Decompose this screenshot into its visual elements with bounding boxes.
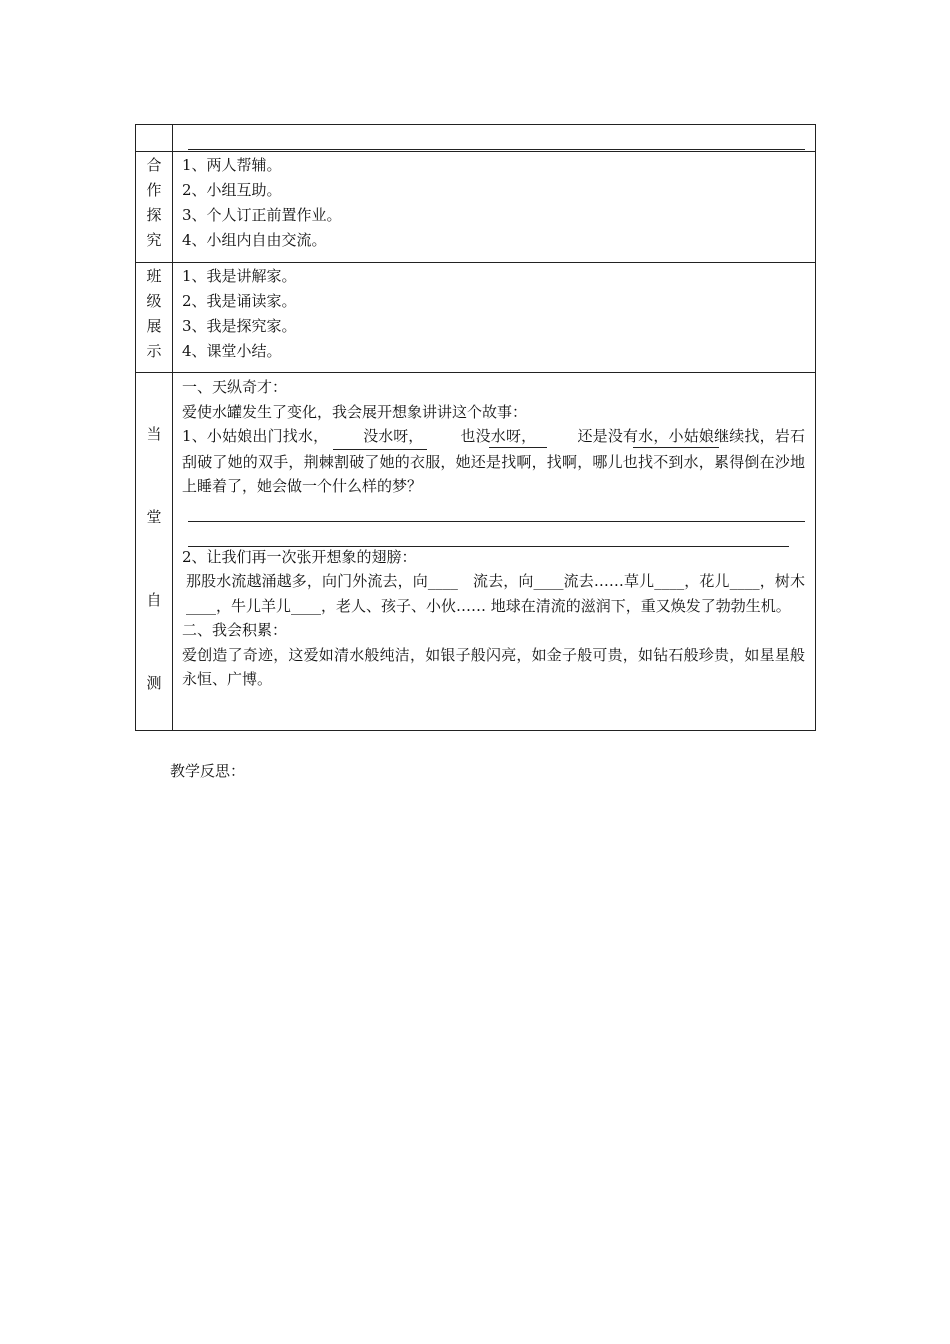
list-item: 2、小组互助。 xyxy=(182,181,282,199)
list-item: 3、我是探究家。 xyxy=(182,317,297,335)
story-blank-text: 没水呀， xyxy=(363,427,424,445)
answer-line-top xyxy=(188,149,805,150)
list-item: 3、个人订正前置作业。 xyxy=(182,206,342,224)
label-char: 自 xyxy=(146,591,162,609)
spacer xyxy=(182,499,805,521)
answer-line-2 xyxy=(188,546,789,547)
story-blank-3 xyxy=(577,427,668,445)
row-label-hezuo xyxy=(136,153,172,253)
story-blank-1 xyxy=(333,424,427,450)
row-label-banji xyxy=(136,264,172,364)
intro-text: 爱使水罐发生了变化，我会展开想象讲讲这个故事： xyxy=(182,402,528,421)
label-char: 展 xyxy=(146,317,162,335)
list-item: 1、我是讲解家。 xyxy=(182,267,297,285)
answer-line-1 xyxy=(188,521,805,522)
question-2-title: 2、让我们再一次张开想象的翅膀： xyxy=(182,547,417,566)
list-item: 2、我是诵读家。 xyxy=(182,292,297,310)
column-divider xyxy=(172,125,173,730)
story-underline-3 xyxy=(633,447,719,448)
story-paragraph xyxy=(182,424,805,499)
label-char: 作 xyxy=(146,181,162,199)
list-item: 4、课堂小结。 xyxy=(182,342,282,360)
spacer xyxy=(182,521,805,545)
teaching-reflection: 教学反思： xyxy=(170,762,246,780)
story-blank-2 xyxy=(460,427,536,445)
accumulate-text: 爱创造了奇迹，这爱如清水般纯洁，如银子般闪亮，如金子般可贵，如钻石般珍贵，如星星般永恒、广博。 xyxy=(182,645,805,688)
label-char: 示 xyxy=(146,342,162,360)
label-char: 当 xyxy=(146,425,162,443)
row-label-dangtang xyxy=(136,393,172,725)
story-underline-2 xyxy=(489,447,547,448)
story-start: 1、小姑娘出门找水， xyxy=(182,427,329,445)
section-heading: 二、我会积累： xyxy=(182,621,288,639)
story-rest: 小姑娘继续找，岩石刮破了她的双手，荆棘割破了她的衣服，她还是找啊，找啊，哪儿也找不到水，累得倒在沙地上睡着了，她会做一个什么样的梦？ xyxy=(182,427,805,495)
story-blank-text: 还是没有水， xyxy=(577,427,669,445)
question-2-text: 那股水流越涌越多，向门外流去，向____ 流去，向____流去……草儿____，花儿____，树木____，牛儿羊儿____，老人、孩子、小伙…… 地球在清流的滋润下，重又焕发了勃勃生机。 xyxy=(186,572,805,615)
label-char: 级 xyxy=(146,292,162,310)
label-char: 测 xyxy=(146,674,162,692)
hezuo-content xyxy=(182,153,805,253)
lesson-table xyxy=(135,124,816,731)
section-heading: 一、天纵奇才： xyxy=(182,378,288,396)
list-item: 1、两人帮辅。 xyxy=(182,156,282,174)
label-char: 合 xyxy=(146,156,162,174)
row-divider-3 xyxy=(136,372,815,373)
label-char: 究 xyxy=(146,231,162,249)
dangtang-content xyxy=(182,375,805,692)
banji-content xyxy=(182,264,805,364)
row-divider-2 xyxy=(136,262,815,263)
story-blank-text: 也没水呀， xyxy=(460,427,537,445)
label-char: 探 xyxy=(146,206,162,224)
label-char: 班 xyxy=(146,267,162,285)
row-divider-1 xyxy=(136,151,815,152)
list-item: 4、小组内自由交流。 xyxy=(182,231,327,249)
label-char: 堂 xyxy=(146,508,162,526)
